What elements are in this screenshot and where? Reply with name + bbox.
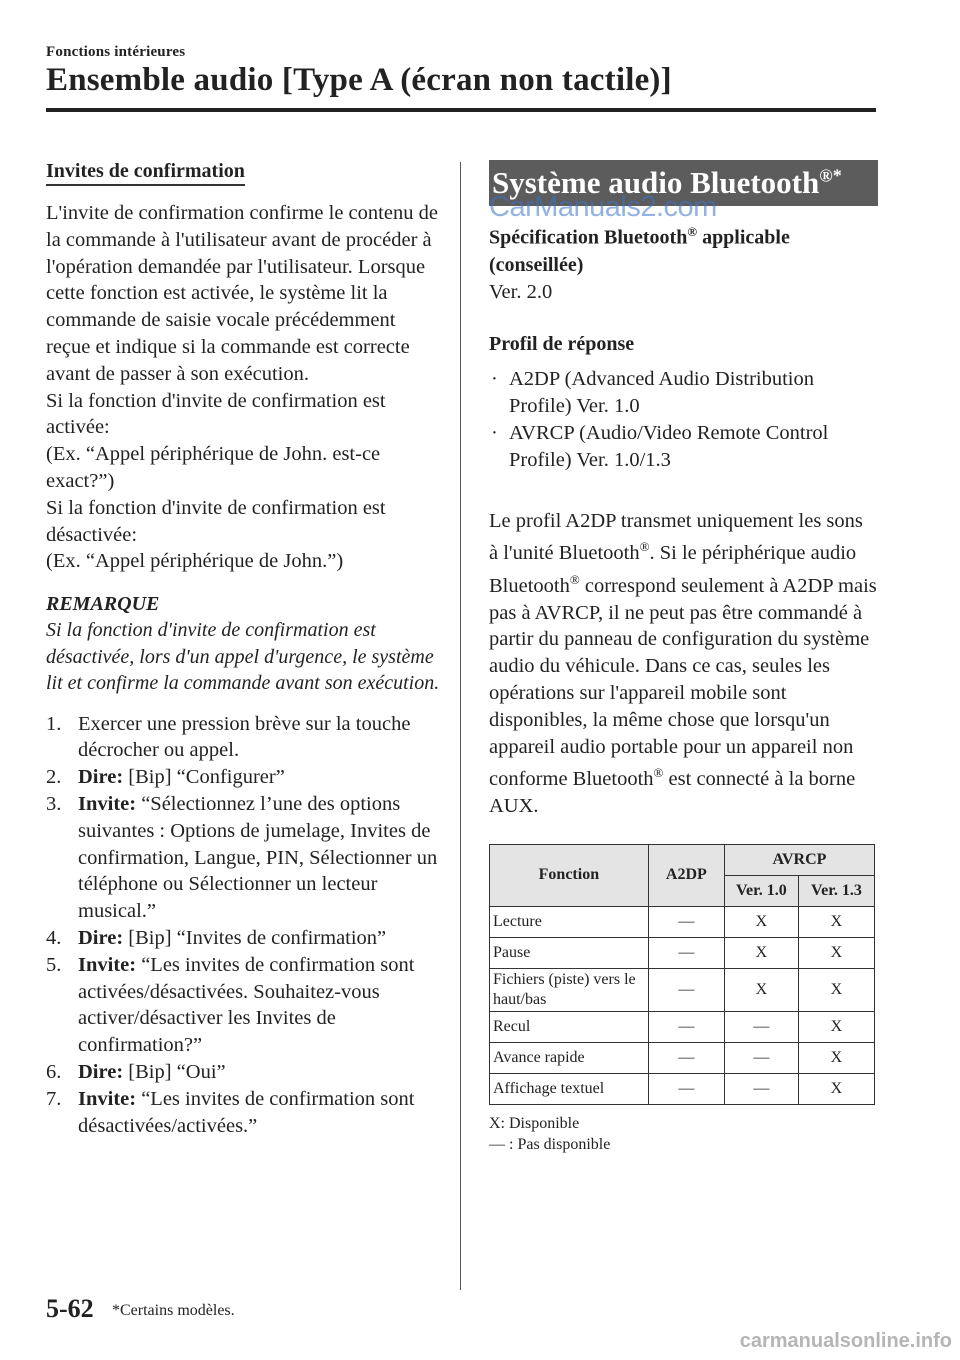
step-item: 7. Invite: “Les invites de confirmation sont désactivées/activées.” (46, 1087, 415, 1137)
step-item: 4. Dire: [Bip] “Invites de confirmation” (46, 927, 387, 950)
paragraph-a2dp: Le profil A2DP transmet uniquement les sons à l'unité Bluetooth®. Si le périphérique audio Bluetooth® correspond seulement à A2DP mais pas à AVRCP, il ne peut pas être commandé à partir du panneau de configuration du système audio du véhicule. Dans ce cas, seules les opérations sur l'appareil mobile sont disponibles, la même chose que lorsqu'un appareil audio portable pour un appareil non conforme Bluetooth® est connecté à la borne AUX. (489, 509, 877, 818)
step-item: 3. Invite: “Sélectionnez l’une des options suivantes : Options de jumelage, Invites de confirmation, Langue, PIN, Sélectionner un téléphone ou Sélectionner un lecteur musical.” (46, 793, 438, 923)
table-row: Recul — — X (490, 1011, 875, 1042)
paragraph-enabled-example: (Ex. “Appel périphérique de John. est-ce exact?”) (46, 443, 381, 492)
profile-heading: Profil de réponse (489, 333, 635, 356)
step-item: 5. Invite: “Les invites de confirmation sont activées/désactivées. Souhaitez-vous activer/désactiver les Invites de confirmation?” (46, 953, 415, 1057)
profile-table (489, 844, 875, 1105)
table-row: Lecture — X X (490, 906, 875, 937)
paragraph-disabled-example: (Ex. “Appel périphérique de John.”) (46, 550, 344, 573)
table-row: Pause — X X (490, 937, 875, 968)
profile-list (489, 366, 877, 473)
site-watermark: carmanualsonline.info (739, 1330, 952, 1352)
table-header-a2dp: A2DP (648, 844, 724, 906)
table-header-avrcp: AVRCP (724, 844, 874, 875)
list-item: · AVRCP (Audio/Video Remote Control Profile) Ver. 1.0/1.3 (491, 422, 829, 471)
list-item: · A2DP (Advanced Audio Distribution Profile) Ver. 1.0 (491, 368, 815, 418)
step-item: 1. Exercer une pression brève sur la touche décrocher ou appel. (46, 712, 411, 762)
footnote: *Certains modèles. (112, 1302, 235, 1319)
steps-list (46, 711, 444, 1140)
table-row: Affichage textuel — — X (490, 1073, 875, 1104)
table-row: Fichiers (piste) vers le haut/bas — X X (490, 968, 875, 1011)
table-header-function: Fonction (490, 844, 649, 906)
paragraph-intro: L'invite de confirmation confirme le contenu de la commande à l'utilisateur avant de procéder à l'opération demandée par l'utilisateur. Lorsque cette fonction est activée, le système lit la commande de saisie vocale précédemment reçue et indique si la commande est correcte avant de passer à son exécution. (46, 202, 438, 385)
column-divider (460, 162, 461, 1290)
paragraph-disabled: Si la fonction d'invite de confirmation est désactivée: (46, 496, 386, 546)
table-legend (489, 1113, 877, 1155)
right-column (489, 160, 877, 1155)
paragraph-enabled: Si la fonction d'invite de confirmation est activée: (46, 389, 386, 439)
page-title: Ensemble audio [Type A (écran non tactile)] (46, 62, 672, 98)
header-rule (46, 108, 876, 112)
subheading-confirmation: Invites de confirmation (46, 160, 245, 186)
legend-available: X: Disponible (489, 1114, 580, 1132)
table-header-ver10: Ver. 1.0 (724, 875, 798, 906)
spec-heading: Spécification Bluetooth® applicable (conseillée) (489, 224, 790, 276)
legend-unavailable: — : Pas disponible (489, 1135, 611, 1153)
section-label: Fonctions intérieures (46, 44, 186, 60)
table-row: Avance rapide — — X (490, 1042, 875, 1073)
step-item: 2. Dire: [Bip] “Configurer” (46, 766, 285, 789)
watermark: CarManuals2.com (489, 191, 717, 223)
spec-version: Ver. 2.0 (489, 280, 553, 303)
step-item: 6. Dire: [Bip] “Oui” (46, 1061, 226, 1084)
note-title: REMARQUE (46, 593, 160, 616)
page-number: 5-62 (46, 1294, 94, 1323)
left-column (46, 160, 444, 1139)
note-body: Si la fonction d'invite de confirmation est désactivée, lors d'un appel d'urgence, le système lit et confirme la commande avant son exécution. (46, 619, 440, 695)
table-header-ver13: Ver. 1.3 (798, 875, 874, 906)
section-banner: Système audio Bluetooth®* CarManuals2.com (489, 160, 878, 206)
